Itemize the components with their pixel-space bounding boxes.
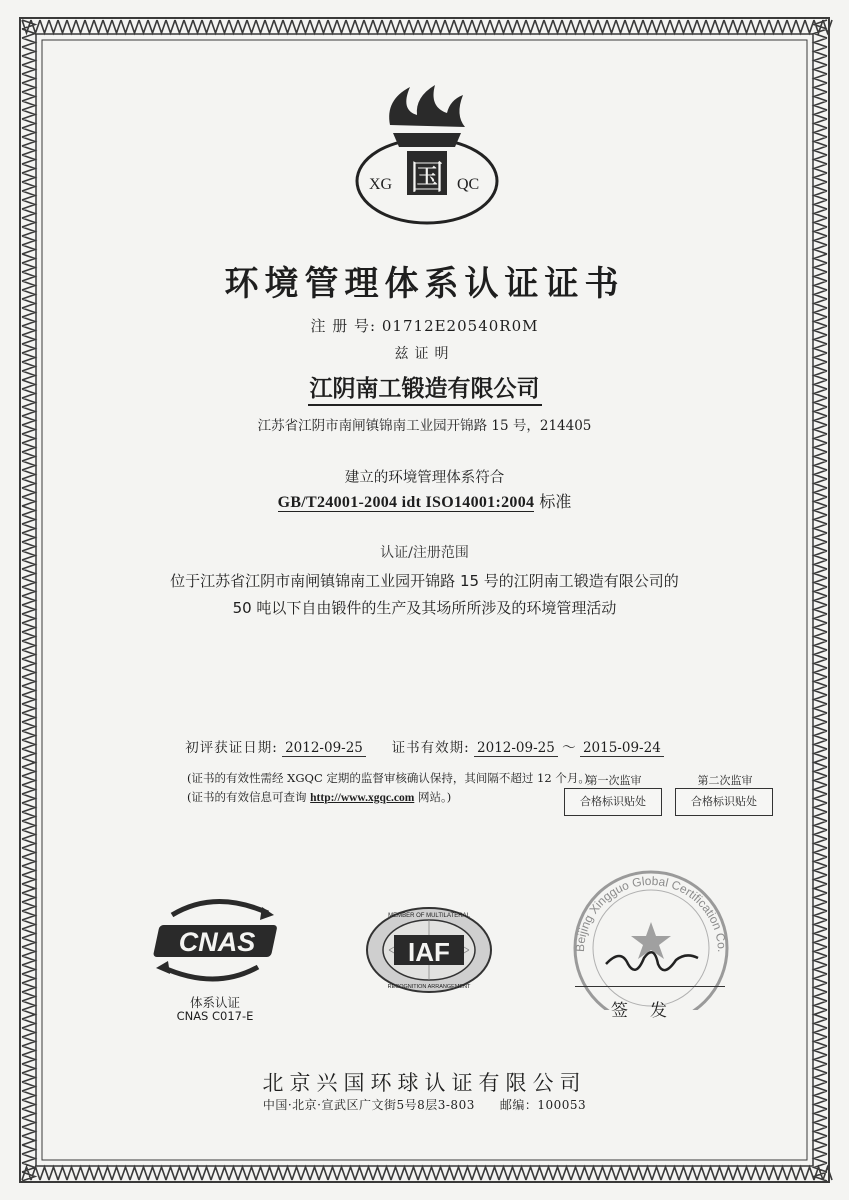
certificate-title: 环境管理体系认证证书 [224, 264, 625, 304]
registration-value: 01712E20540R0M [381, 317, 539, 335]
valid-from-date: 2012-09-25 [474, 740, 558, 757]
validity-label: 证书有效期: [391, 740, 470, 756]
registration-number [0, 315, 849, 336]
initial-date-label: 初评获证日期: [185, 740, 278, 756]
query-note-suffix: 网站。) [414, 790, 452, 804]
verification-link[interactable]: http://www.xgqc.com [310, 792, 415, 804]
standard-line [0, 489, 849, 512]
cnas-logo-text: CNAS [178, 927, 256, 957]
signature-line [575, 986, 725, 987]
iaf-logo [364, 905, 494, 995]
issuer-name: 北京兴国环球认证有限公司 [262, 1071, 587, 1095]
date-separator: ～ [562, 740, 576, 756]
scope-title: 认证/注册范围 [380, 545, 469, 561]
xgqc-logo [355, 85, 500, 235]
initial-date: 2012-09-25 [282, 740, 366, 757]
query-note [187, 789, 451, 805]
scope-line-1: 位于江苏省江阴市南闸镇锦南工业园开锦路 15 号的江阴南工锻造有限公司的 [170, 572, 679, 590]
logo-center-glyph: 国 [410, 158, 444, 198]
cnas-caption-2: CNAS C017-E [176, 1009, 254, 1023]
logo-left-text: XG [369, 176, 393, 193]
registration-label: 注 册 号: [310, 317, 377, 335]
second-audit-sticker-box: 合格标识贴处 [675, 788, 773, 816]
company-address: 江苏省江阴市南闸镇锦南工业园开锦路 15 号，214405 [257, 418, 592, 434]
scope-line-2: 50 吨以下自由锻件的生产及其场所所涉及的环境管理活动 [232, 599, 617, 617]
hereby-text: 兹证明 [394, 346, 455, 362]
certificate-dates [0, 736, 849, 756]
logo-right-text: QC [457, 176, 480, 193]
company-name-text: 江阴南工锻造有限公司 [308, 376, 542, 406]
iaf-ring-top: MEMBER OF MULTILATERAL [388, 913, 470, 919]
issuer-address: 中国·北京·宣武区广文街5号8层3-803 邮编：100053 [262, 1098, 587, 1112]
iaf-ring-bottom: RECOGNITION ARRANGEMENT [387, 984, 471, 990]
query-note-prefix: (证书的有效信息可查询 [187, 790, 311, 804]
standard-suffix: 标准 [539, 492, 572, 511]
signature-label: 签发 [611, 1001, 689, 1021]
company-name [0, 370, 849, 403]
iaf-logo-text: IAF [408, 937, 450, 967]
valid-to-date: 2015-09-24 [580, 740, 664, 757]
second-audit-label: 第二次监审 [697, 774, 753, 787]
standard-code: GB/T24001-2004 idt ISO14001:2004 [277, 494, 535, 511]
cnas-logo [150, 895, 280, 985]
established-text: 建立的环境管理体系符合 [344, 470, 505, 486]
cnas-caption-1: 体系认证 [189, 995, 240, 1010]
seal-ring-text: Beijing Xingguo Global Certification Co. [572, 873, 730, 953]
first-audit-sticker-box: 合格标识贴处 [564, 788, 662, 816]
first-audit-label: 第一次监审 [586, 774, 642, 787]
company-seal [566, 860, 736, 1010]
validity-note: (证书的有效性需经 XGQC 定期的监督审核确认保持，其间隔不超过 12 个月。) [187, 771, 589, 785]
